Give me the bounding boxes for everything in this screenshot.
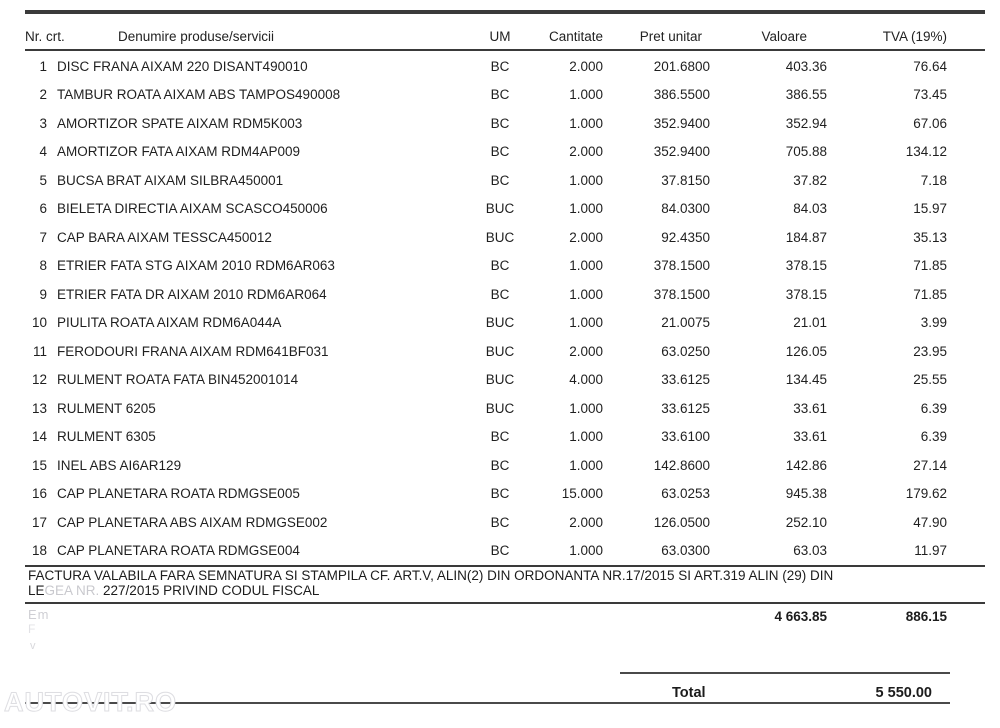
unit-price: 142.8600	[653, 457, 710, 473]
product-name: CAP BARA AIXAM TESSCA450012	[57, 229, 272, 245]
value-column-total: 4 663.85	[774, 609, 827, 624]
line-value: 945.38	[785, 486, 827, 502]
faint-redacted-text: F	[28, 622, 37, 636]
table-row	[25, 138, 985, 167]
table-row	[25, 195, 985, 224]
product-name: CAP PLANETARA ROATA RDMGSE005	[57, 486, 300, 502]
unit-price: 33.6125	[661, 400, 710, 416]
unit-price: 126.0500	[653, 514, 710, 530]
product-name: RULMENT 6305	[57, 429, 156, 445]
faint-redacted-text: v	[30, 640, 37, 652]
unit-price: 352.9400	[653, 115, 710, 131]
quantity: 1.000	[569, 172, 603, 188]
col-header-nr: Nr. crt.	[25, 29, 65, 44]
row-number: 4	[39, 144, 47, 160]
table-row	[25, 309, 985, 338]
row-number: 18	[31, 543, 47, 559]
row-number: 2	[39, 87, 47, 103]
quantity: 1.000	[569, 400, 603, 416]
table-header	[25, 29, 985, 45]
line-value: 142.86	[785, 457, 827, 473]
line-vat: 23.95	[913, 343, 947, 359]
line-vat: 71.85	[913, 258, 947, 274]
table-row	[25, 366, 985, 395]
line-vat: 47.90	[913, 514, 947, 530]
quantity: 2.000	[569, 343, 603, 359]
product-name: RULMENT 6205	[57, 400, 156, 416]
row-number: 1	[39, 58, 47, 74]
table-row	[25, 537, 985, 566]
row-number: 15	[31, 457, 47, 473]
unit-of-measure: BC	[490, 486, 510, 502]
header-rule	[25, 49, 985, 51]
table-row	[25, 223, 985, 252]
col-header-tva: TVA (19%)	[882, 29, 947, 44]
quantity: 1.000	[569, 115, 603, 131]
note-bottom-rule	[25, 602, 985, 604]
table-row	[25, 81, 985, 110]
row-number: 6	[39, 201, 47, 217]
row-number: 9	[39, 286, 47, 302]
total-separator-rule	[620, 672, 950, 674]
quantity: 1.000	[569, 286, 603, 302]
product-name: CAP PLANETARA ABS AIXAM RDMGSE002	[57, 514, 328, 530]
quantity: 2.000	[569, 229, 603, 245]
table-row	[25, 252, 985, 281]
line-value: 705.88	[785, 144, 827, 160]
line-vat: 67.06	[913, 115, 947, 131]
line-value: 134.45	[785, 372, 827, 388]
quantity: 1.000	[569, 543, 603, 559]
unit-price: 63.0250	[661, 343, 710, 359]
top-double-rule	[25, 10, 985, 14]
quantity: 1.000	[569, 87, 603, 103]
line-vat: 35.13	[913, 229, 947, 245]
unit-of-measure: BC	[490, 286, 510, 302]
unit-price: 352.9400	[653, 144, 710, 160]
line-vat: 71.85	[913, 286, 947, 302]
unit-of-measure: BUC	[485, 400, 515, 416]
product-name: DISC FRANA AIXAM 220 DISANT490010	[57, 58, 308, 74]
line-vat: 7.18	[920, 172, 947, 188]
product-name: BIELETA DIRECTIA AIXAM SCASCO450006	[57, 201, 328, 217]
line-value: 184.87	[785, 229, 827, 245]
unit-price: 63.0253	[661, 486, 710, 502]
unit-price: 37.8150	[661, 172, 710, 188]
product-name: ETRIER FATA STG AIXAM 2010 RDM6AR063	[57, 258, 335, 274]
unit-of-measure: BC	[490, 87, 510, 103]
total-amount: 5 550.00	[875, 685, 932, 701]
unit-of-measure: BC	[490, 144, 510, 160]
quantity: 4.000	[569, 372, 603, 388]
row-number: 3	[39, 115, 47, 131]
line-value: 386.55	[785, 87, 827, 103]
col-header-um: UM	[489, 29, 511, 44]
row-number: 14	[31, 429, 47, 445]
legal-note-line2: LEGEA NR. 227/2015 PRIVIND CODUL FISCAL	[28, 582, 320, 598]
quantity: 1.000	[569, 258, 603, 274]
table-row	[25, 337, 985, 366]
table-body	[25, 52, 985, 565]
line-value: 84.03	[793, 201, 827, 217]
unit-of-measure: BUC	[485, 201, 515, 217]
product-name: AMORTIZOR FATA AIXAM RDM4AP009	[57, 144, 301, 160]
autovit-watermark: AUTOVIT.RO	[4, 687, 178, 717]
line-vat: 11.97	[914, 543, 947, 559]
line-value: 403.36	[785, 58, 827, 74]
line-value: 21.01	[793, 315, 827, 331]
table-row	[25, 451, 985, 480]
row-number: 10	[31, 315, 47, 331]
table-row	[25, 52, 985, 81]
line-value: 378.15	[785, 258, 827, 274]
unit-of-measure: BC	[490, 543, 510, 559]
col-header-valoare: Valoare	[761, 29, 807, 44]
line-value: 126.05	[785, 343, 827, 359]
quantity: 1.000	[569, 429, 603, 445]
quantity: 1.000	[569, 457, 603, 473]
line-vat: 6.39	[920, 400, 947, 416]
unit-of-measure: BC	[490, 429, 510, 445]
line-value: 378.15	[785, 286, 827, 302]
product-name: BUCSA BRAT AIXAM SILBRA450001	[57, 172, 284, 188]
unit-price: 378.1500	[653, 286, 710, 302]
line-value: 352.94	[785, 115, 827, 131]
quantity: 2.000	[569, 144, 603, 160]
unit-price: 378.1500	[653, 258, 710, 274]
table-row	[25, 109, 985, 138]
line-vat: 73.45	[913, 87, 947, 103]
product-name: PIULITA ROATA AIXAM RDM6A044A	[57, 315, 282, 331]
unit-of-measure: BUC	[485, 315, 515, 331]
unit-price: 63.0300	[661, 543, 710, 559]
table-bottom-rule	[25, 565, 985, 567]
line-vat: 76.64	[913, 58, 947, 74]
row-number: 5	[39, 172, 47, 188]
unit-of-measure: BC	[490, 115, 510, 131]
unit-of-measure: BC	[490, 457, 510, 473]
row-number: 12	[31, 372, 47, 388]
table-row	[25, 280, 985, 309]
unit-of-measure: BC	[490, 258, 510, 274]
product-name: CAP PLANETARA ROATA RDMGSE004	[57, 543, 300, 559]
unit-of-measure: BC	[490, 58, 510, 74]
unit-price: 33.6100	[661, 429, 710, 445]
product-name: ETRIER FATA DR AIXAM 2010 RDM6AR064	[57, 286, 327, 302]
row-number: 16	[31, 486, 47, 502]
line-vat: 25.55	[913, 372, 947, 388]
row-number: 11	[32, 343, 47, 359]
quantity: 15.000	[561, 486, 603, 502]
table-row	[25, 508, 985, 537]
row-number: 13	[31, 400, 47, 416]
line-vat: 179.62	[905, 486, 947, 502]
quantity: 2.000	[569, 514, 603, 530]
line-value: 252.10	[785, 514, 827, 530]
line-vat: 15.97	[913, 201, 947, 217]
unit-of-measure: BUC	[485, 229, 515, 245]
quantity: 1.000	[569, 315, 603, 331]
product-name: INEL ABS AI6AR129	[57, 457, 182, 473]
unit-price: 33.6125	[661, 372, 710, 388]
quantity: 1.000	[569, 201, 603, 217]
faded-text: GEA NR.	[44, 582, 100, 598]
line-vat: 27.14	[913, 457, 947, 473]
unit-price: 84.0300	[661, 201, 710, 217]
legal-note	[28, 569, 968, 599]
unit-price: 21.0075	[661, 315, 710, 331]
table-row	[25, 166, 985, 195]
unit-price: 386.5500	[653, 87, 710, 103]
row-number: 7	[39, 229, 47, 245]
line-value: 63.03	[793, 543, 827, 559]
vat-column-total: 886.15	[905, 609, 947, 624]
table-row	[25, 480, 985, 509]
line-value: 33.61	[793, 400, 827, 416]
line-value: 33.61	[793, 429, 827, 445]
row-number: 17	[31, 514, 47, 530]
legal-note-line1: FACTURA VALABILA FARA SEMNATURA SI STAMPILA CF. ART.V, ALIN(2) DIN ORDONANTA NR.17/2015 SI ART.319 ALIN (29) DIN	[28, 568, 834, 583]
unit-price: 92.4350	[661, 229, 710, 245]
quantity: 2.000	[569, 58, 603, 74]
unit-of-measure: BUC	[485, 372, 515, 388]
faint-redacted-text: Em	[28, 607, 50, 622]
line-vat: 3.99	[920, 315, 947, 331]
line-value: 37.82	[793, 172, 827, 188]
line-vat: 6.39	[920, 429, 947, 445]
product-name: RULMENT ROATA FATA BIN452001014	[57, 372, 299, 388]
product-name: FERODOURI FRANA AIXAM RDM641BF031	[57, 343, 329, 359]
table-row	[25, 423, 985, 452]
unit-price: 201.6800	[653, 58, 710, 74]
col-header-denumire: Denumire produse/servicii	[118, 29, 275, 44]
unit-of-measure: BUC	[485, 343, 515, 359]
row-number: 8	[39, 258, 47, 274]
product-name: TAMBUR ROATA AIXAM ABS TAMPOS490008	[57, 87, 341, 103]
table-row	[25, 394, 985, 423]
col-header-pret-unitar: Pret unitar	[639, 29, 702, 44]
line-vat: 134.12	[905, 144, 947, 160]
col-header-cantitate: Cantitate	[548, 29, 603, 44]
product-name: AMORTIZOR SPATE AIXAM RDM5K003	[57, 115, 303, 131]
total-label: Total	[672, 685, 706, 701]
unit-of-measure: BC	[490, 172, 510, 188]
unit-of-measure: BC	[490, 514, 510, 530]
